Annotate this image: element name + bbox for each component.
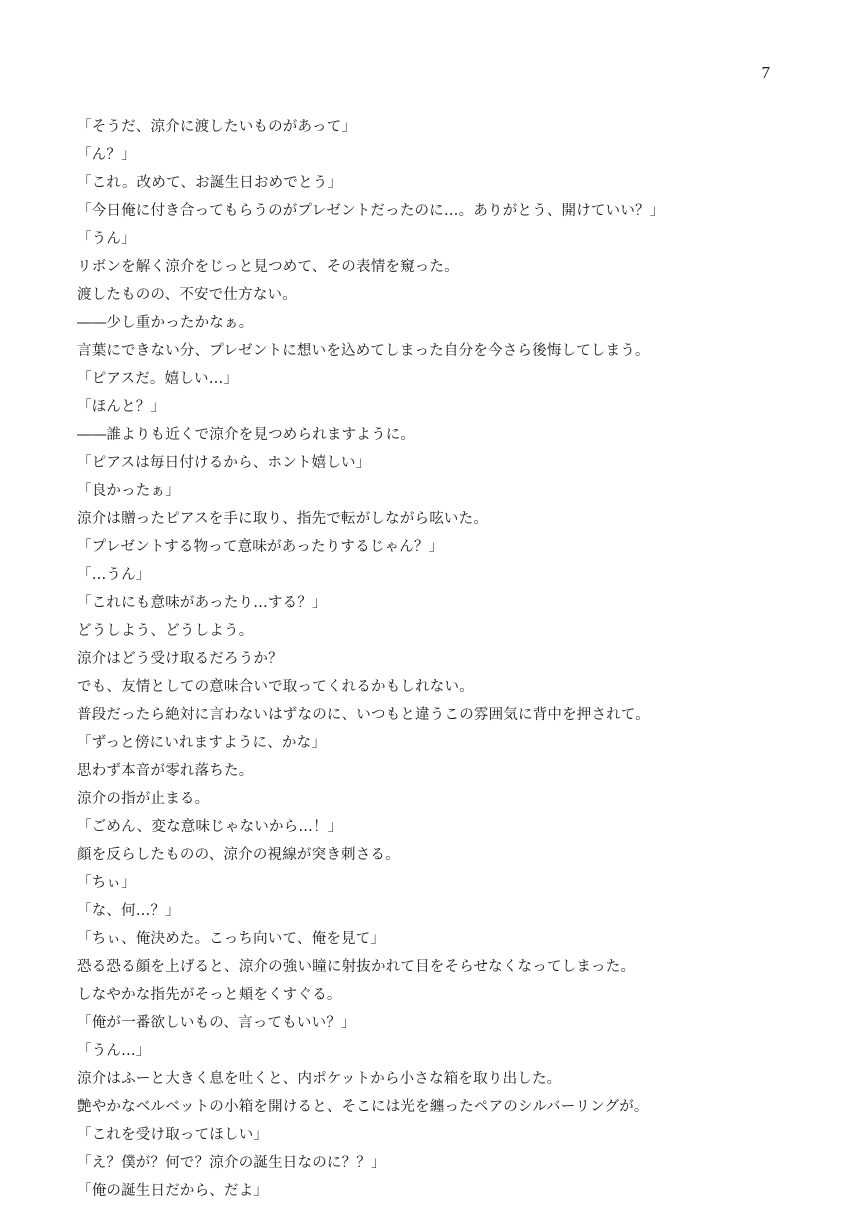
text-line: 「これ。改めて、お誕生日おめでとう」 [77,175,343,191]
text-line: 「俺が一番欲しいもの、言ってもいい？」 [77,1015,356,1031]
text-line: 「プレゼントする物って意味があったりするじゃん？」 [77,539,444,555]
text-line: 「ん？」 [77,147,136,163]
text-line: 涼介はどう受け取るだろうか？ [77,651,283,667]
text-line: 「ほんと？」 [77,399,166,415]
text-line: 涼介の指が止まる。 [77,791,210,807]
text-line: 「これにも意味があったり…する？」 [77,595,327,611]
text-line: 「な、何…？」 [77,903,180,919]
text-line: 「今日俺に付き合ってもらうのがプレゼントだったのに…。ありがとう、開けていい？」 [77,203,665,219]
text-line: 涼介は贈ったピアスを手に取り、指先で転がしながら呟いた。 [77,511,489,527]
body-text [77,113,777,1205]
text-line: 「え？僕が？何で？涼介の誕生日なのに？？」 [77,1155,386,1171]
text-line: ――少し重かったかなぁ。 [77,315,254,331]
text-line: どうしよう、どうしよう。 [77,623,254,639]
text-line: 「俺の誕生日だから、だよ」 [77,1183,269,1199]
text-line: 「ピアスだ。嬉しい…」 [77,371,239,387]
text-line: 普段だったら絶対に言わないはずなのに、いつもと違うこの雰囲気に背中を押されて。 [77,707,651,723]
text-line: 顔を反らしたものの、涼介の視線が突き刺さる。 [77,847,400,863]
text-line: 「…うん」 [77,567,151,583]
text-line: 艶やかなベルベットの小箱を開けると、そこには光を纏ったペアのシルバーリングが。 [77,1099,649,1115]
text-line: 「ちぃ、俺決めた。こっち向いて、俺を見て」 [77,931,386,947]
text-line: 「ごめん、変な意味じゃないから…！」 [77,819,343,835]
text-line: 「そうだ、涼介に渡したいものがあって」 [77,119,357,135]
text-line: 「ずっと傍にいれますように、かな」 [77,735,327,751]
text-line: 思わず本音が零れ落ちた。 [77,763,254,779]
text-line: 言葉にできない分、プレゼントに想いを込めてしまった自分を今さら後悔してしまう。 [77,343,650,359]
text-line: 恐る恐る顔を上げると、涼介の強い瞳に射抜かれて目をそらせなくなってしまった。 [77,959,636,975]
text-line: 「これを受け取ってほしい」 [77,1127,269,1143]
page-number: 7 [761,63,770,82]
text-line: 「うん」 [77,231,136,247]
text-line: 「ピアスは毎日付けるから、ホント嬉しい」 [77,455,371,471]
text-line: 「良かったぁ」 [77,483,180,499]
text-line: リボンを解く涼介をじっと見つめて、その表情を窺った。 [77,259,459,275]
text-line: でも、友情としての意味合いで取ってくれるかもしれない。 [77,679,474,695]
text-line: 「うん…」 [77,1043,151,1059]
text-line: 涼介はふーと大きく息を吐くと、内ポケットから小さな箱を取り出した。 [77,1071,562,1087]
text-line: しなやかな指先がそっと頬をくすぐる。 [77,987,342,1003]
text-line: ――誰よりも近くで涼介を見つめられますように。 [77,427,416,443]
text-line: 「ちぃ」 [77,875,136,891]
text-line: 渡したものの、不安で仕方ない。 [77,287,297,303]
